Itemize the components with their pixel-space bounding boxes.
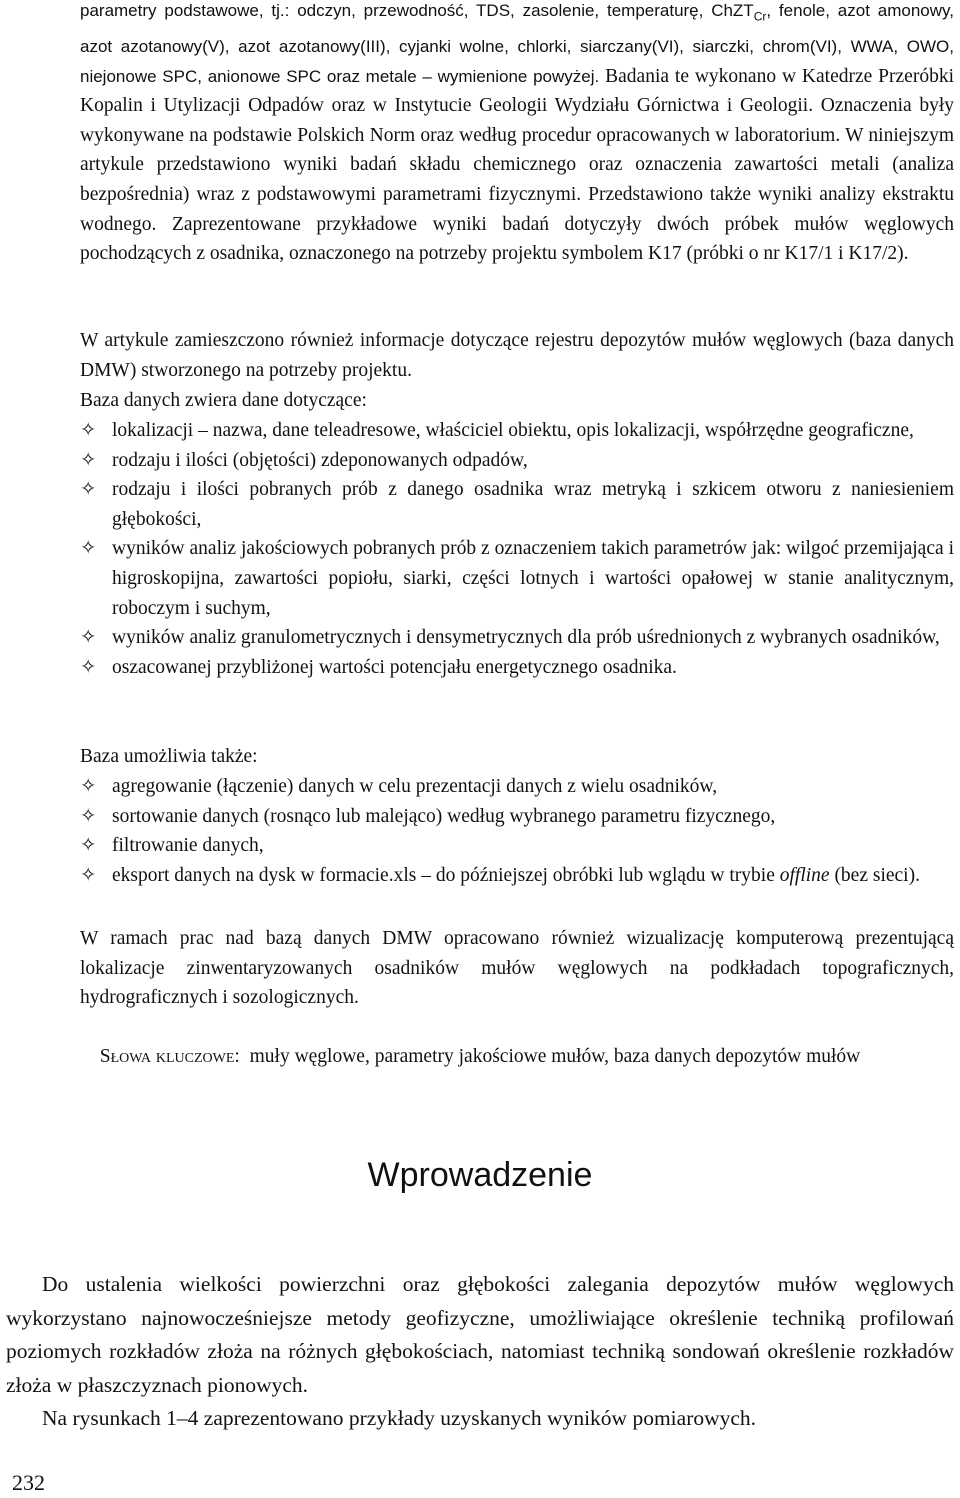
intro-paragraph-1: Do ustalenia wielkości powierzchni oraz głębokości zalegania depozytów mułów węglowych wykorzystano najnowocześniejsze metody geofizyczne, umożliwiające określenie techniką profilowań poziomych rozkładów złoża na różnych głębokościach, natomiast techniką sondowań określenie rozkładów złoża w płaszczyznach pionowych. [6,1272,954,1397]
star-bullet-icon: ✧ [80,864,97,886]
star-bullet-icon: ✧ [80,420,97,441]
star-bullet-icon: ✧ [80,538,97,560]
introduction-text [6,1268,954,1436]
page-number: 232 [12,1470,45,1495]
star-bullet-icon: ✧ [80,805,97,827]
list-item: ✧ wyników analiz granulometrycznych i densymetrycznych dla prób uśrednionych z wybranych osadników, [80,623,954,653]
paragraph-database-register: W artykule zamieszczono również informacje dotyczące rejestru depozytów mułów węglowych (baza danych DMW) stworzonego na potrzeby projektu. [80,330,954,381]
star-bullet-icon: ✧ [80,627,97,649]
database-contents-list [80,416,954,682]
keywords-line [0,1042,960,1072]
abstract-serif-text: Badania te wykonano w Katedrze Przeróbki Kopalin i Utylizacji Odpadów oraz w Instytucie Geologii Wydziału Górnictwa i Geologii. Oznaczenia były wykonywane na podstawie Polskich Norm oraz według procedur opracowanych w laboratorium. W niniejszym artykule przedstawiono wyniki badań składu chemicznego oraz oznaczenia zawartości metali (analiza bezpośrednia) wraz z podstawowymi parametrami fizycznymi. Przedstawiono także wyniki analizy ekstraktu wodnego. Zaprezentowane przykładowe wyniki badań dotyczyły dwóch próbek mułów węglowych pochodzących z osadnika, oznaczonego na potrzeby projektu symbolem K17 (próbki o nr K17/1 i K17/2). [80,65,954,265]
list-item: ✧ rodzaju i ilości pobranych prób z danego osadnika wraz metryką i szkicem otworu z naniesieniem głębokości, [80,475,954,534]
star-bullet-icon: ✧ [80,449,97,471]
list-item: ✧ wyników analiz jakościowych pobranych prób z oznaczeniem takich parametrów jak: wilgoć przemijająca i higroskopijna, zawartości popiołu, siarki, części lotnych i wartości opałowej w stanie analitycznym, roboczym i suchym, [80,534,954,623]
paragraph-visualization: W ramach prac nad bazą danych DMW opracowano również wizualizację komputerową prezentującą lokalizacje zinwentaryzowanych osadników mułów węglowych na podkładach topograficznych, hydrograficznych i sozologicznych. [80,928,954,1009]
abstract-block [80,0,954,269]
list-item: ✧ rodzaju i ilości (objętości) zdeponowanych odpadów, [80,446,954,476]
list-item: ✧ agregowanie (łączenie) danych w celu prezentacji danych z wielu osadników, [80,772,954,802]
list-item: ✧ filtrowanie danych, [80,831,954,861]
list-item: ✧ oszacowanej przybliżonej wartości potencjału energetycznego osadnika. [80,653,954,683]
star-bullet-icon: ✧ [80,835,97,857]
star-bullet-icon: ✧ [80,776,97,797]
star-bullet-icon: ✧ [80,479,97,501]
list-item: ✧ eksport danych na dysk w formacie.xls – do późniejszej obróbki lub wglądu w trybie offline (bez sieci). [80,861,954,891]
keywords-label: Słowa kluczowe: [99,1046,240,1067]
intro-paragraph-2: Na rysunkach 1–4 zaprezentowano przykłady uzyskanych wyników pomiarowych. [42,1406,757,1430]
list-item: ✧ sortowanie danych (rosnąco lub malejąco) według wybranego parametru fizycznego, [80,802,954,832]
paragraph-database-contents: Baza danych zwiera dane dotyczące: [80,390,367,411]
section-title: Wprowadzenie [367,1156,593,1194]
abstract-sans-text: parametry podstawowe, tj.: odczyn, przewodność, TDS, zasolenie, temperaturę, ChZT$_{Cr}$, fenole, azot amonowy, azot azotanowy(V), azot azotanowy(III), cyjanki wolne, chlorki, siarczany(VI), siarczki, chrom(VI), WWA, OWO, niejonowe SPC, anionowe SPC oraz metale – wymienione powyżej. [80,1,954,86]
star-bullet-icon: ✧ [80,656,97,678]
keywords-text: muły węglowe, parametry jakościowe mułów, baza danych depozytów mułów [249,1046,861,1067]
paragraph-database-features: Baza umożliwia także: [80,746,258,767]
list-item: ✧ lokalizacji – nazwa, dane teleadresowe, właściciel obiektu, opis lokalizacji, współrzędne geograficzne, [80,416,954,446]
database-features-list [80,772,954,890]
